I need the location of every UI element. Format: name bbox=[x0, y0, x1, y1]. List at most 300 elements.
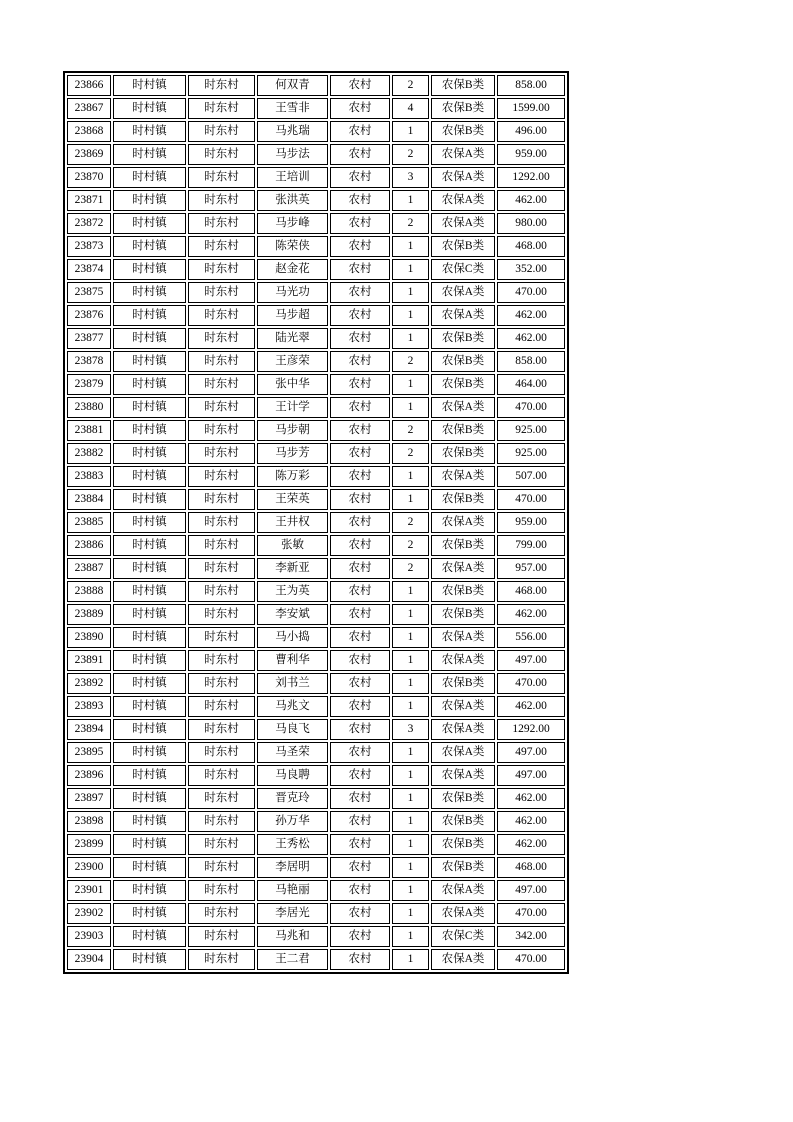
cell-residence-type: 农村 bbox=[330, 75, 390, 96]
cell-town: 时村镇 bbox=[113, 696, 186, 717]
table-row bbox=[67, 282, 565, 303]
cell-person-count: 1 bbox=[392, 121, 429, 142]
cell-serial-number: 23891 bbox=[67, 650, 111, 671]
table-row bbox=[67, 903, 565, 924]
cell-insurance-category: 农保A类 bbox=[431, 512, 495, 533]
cell-amount: 925.00 bbox=[497, 420, 565, 441]
cell-person-name: 马兆瑞 bbox=[257, 121, 328, 142]
cell-person-name: 王荣英 bbox=[257, 489, 328, 510]
cell-insurance-category: 农保A类 bbox=[431, 765, 495, 786]
cell-person-count: 4 bbox=[392, 98, 429, 119]
cell-residence-type: 农村 bbox=[330, 650, 390, 671]
cell-insurance-category: 农保B类 bbox=[431, 834, 495, 855]
cell-person-count: 1 bbox=[392, 190, 429, 211]
cell-town: 时村镇 bbox=[113, 420, 186, 441]
cell-person-name: 马步朝 bbox=[257, 420, 328, 441]
cell-insurance-category: 农保A类 bbox=[431, 167, 495, 188]
cell-serial-number: 23870 bbox=[67, 167, 111, 188]
cell-person-count: 2 bbox=[392, 420, 429, 441]
cell-person-count: 1 bbox=[392, 305, 429, 326]
cell-town: 时村镇 bbox=[113, 190, 186, 211]
cell-amount: 468.00 bbox=[497, 236, 565, 257]
cell-amount: 496.00 bbox=[497, 121, 565, 142]
cell-amount: 468.00 bbox=[497, 581, 565, 602]
table-row bbox=[67, 213, 565, 234]
cell-serial-number: 23903 bbox=[67, 926, 111, 947]
cell-serial-number: 23873 bbox=[67, 236, 111, 257]
cell-person-count: 2 bbox=[392, 535, 429, 556]
cell-serial-number: 23890 bbox=[67, 627, 111, 648]
cell-insurance-category: 农保A类 bbox=[431, 903, 495, 924]
cell-insurance-category: 农保B类 bbox=[431, 420, 495, 441]
cell-person-count: 1 bbox=[392, 650, 429, 671]
cell-amount: 925.00 bbox=[497, 443, 565, 464]
cell-person-name: 李安斌 bbox=[257, 604, 328, 625]
cell-town: 时村镇 bbox=[113, 213, 186, 234]
cell-amount: 462.00 bbox=[497, 190, 565, 211]
cell-person-count: 1 bbox=[392, 374, 429, 395]
cell-town: 时村镇 bbox=[113, 857, 186, 878]
cell-amount: 462.00 bbox=[497, 696, 565, 717]
cell-town: 时村镇 bbox=[113, 834, 186, 855]
cell-village: 时东村 bbox=[188, 581, 255, 602]
cell-serial-number: 23900 bbox=[67, 857, 111, 878]
cell-residence-type: 农村 bbox=[330, 857, 390, 878]
cell-serial-number: 23901 bbox=[67, 880, 111, 901]
cell-residence-type: 农村 bbox=[330, 581, 390, 602]
cell-town: 时村镇 bbox=[113, 167, 186, 188]
cell-person-count: 1 bbox=[392, 765, 429, 786]
cell-serial-number: 23902 bbox=[67, 903, 111, 924]
cell-person-count: 2 bbox=[392, 512, 429, 533]
cell-town: 时村镇 bbox=[113, 466, 186, 487]
cell-person-count: 1 bbox=[392, 627, 429, 648]
cell-serial-number: 23896 bbox=[67, 765, 111, 786]
cell-amount: 468.00 bbox=[497, 857, 565, 878]
cell-town: 时村镇 bbox=[113, 443, 186, 464]
cell-village: 时东村 bbox=[188, 167, 255, 188]
cell-amount: 352.00 bbox=[497, 259, 565, 280]
cell-amount: 980.00 bbox=[497, 213, 565, 234]
cell-residence-type: 农村 bbox=[330, 443, 390, 464]
cell-insurance-category: 农保B类 bbox=[431, 328, 495, 349]
cell-person-count: 2 bbox=[392, 144, 429, 165]
cell-village: 时东村 bbox=[188, 696, 255, 717]
table-row bbox=[67, 305, 565, 326]
table-row bbox=[67, 696, 565, 717]
cell-town: 时村镇 bbox=[113, 144, 186, 165]
cell-insurance-category: 农保B类 bbox=[431, 535, 495, 556]
cell-person-name: 李居明 bbox=[257, 857, 328, 878]
cell-village: 时东村 bbox=[188, 443, 255, 464]
cell-insurance-category: 农保B类 bbox=[431, 236, 495, 257]
table-row bbox=[67, 558, 565, 579]
cell-residence-type: 农村 bbox=[330, 374, 390, 395]
cell-residence-type: 农村 bbox=[330, 259, 390, 280]
cell-insurance-category: 农保B类 bbox=[431, 788, 495, 809]
table-row bbox=[67, 926, 565, 947]
cell-town: 时村镇 bbox=[113, 121, 186, 142]
cell-village: 时东村 bbox=[188, 397, 255, 418]
cell-town: 时村镇 bbox=[113, 282, 186, 303]
cell-town: 时村镇 bbox=[113, 259, 186, 280]
table-row bbox=[67, 880, 565, 901]
cell-insurance-category: 农保A类 bbox=[431, 397, 495, 418]
cell-person-count: 1 bbox=[392, 811, 429, 832]
cell-village: 时东村 bbox=[188, 351, 255, 372]
cell-amount: 957.00 bbox=[497, 558, 565, 579]
cell-town: 时村镇 bbox=[113, 512, 186, 533]
cell-village: 时东村 bbox=[188, 857, 255, 878]
cell-serial-number: 23897 bbox=[67, 788, 111, 809]
cell-amount: 470.00 bbox=[497, 949, 565, 970]
cell-person-count: 1 bbox=[392, 673, 429, 694]
table-row bbox=[67, 512, 565, 533]
cell-person-count: 2 bbox=[392, 75, 429, 96]
cell-residence-type: 农村 bbox=[330, 512, 390, 533]
cell-insurance-category: 农保B类 bbox=[431, 489, 495, 510]
table-row bbox=[67, 328, 565, 349]
cell-village: 时东村 bbox=[188, 627, 255, 648]
cell-residence-type: 农村 bbox=[330, 742, 390, 763]
cell-village: 时东村 bbox=[188, 673, 255, 694]
cell-town: 时村镇 bbox=[113, 903, 186, 924]
table-row bbox=[67, 604, 565, 625]
cell-amount: 1292.00 bbox=[497, 167, 565, 188]
cell-town: 时村镇 bbox=[113, 397, 186, 418]
cell-town: 时村镇 bbox=[113, 949, 186, 970]
cell-insurance-category: 农保B类 bbox=[431, 443, 495, 464]
cell-insurance-category: 农保A类 bbox=[431, 305, 495, 326]
cell-person-name: 马良聘 bbox=[257, 765, 328, 786]
cell-person-count: 2 bbox=[392, 443, 429, 464]
cell-village: 时东村 bbox=[188, 98, 255, 119]
cell-town: 时村镇 bbox=[113, 788, 186, 809]
cell-person-name: 王计学 bbox=[257, 397, 328, 418]
cell-village: 时东村 bbox=[188, 190, 255, 211]
cell-person-name: 曹利华 bbox=[257, 650, 328, 671]
cell-residence-type: 农村 bbox=[330, 788, 390, 809]
cell-person-name: 孙万华 bbox=[257, 811, 328, 832]
cell-residence-type: 农村 bbox=[330, 811, 390, 832]
cell-residence-type: 农村 bbox=[330, 190, 390, 211]
cell-insurance-category: 农保A类 bbox=[431, 627, 495, 648]
cell-insurance-category: 农保B类 bbox=[431, 374, 495, 395]
table-row bbox=[67, 374, 565, 395]
cell-serial-number: 23869 bbox=[67, 144, 111, 165]
cell-person-name: 马步峰 bbox=[257, 213, 328, 234]
table-row bbox=[67, 190, 565, 211]
cell-amount: 470.00 bbox=[497, 903, 565, 924]
cell-serial-number: 23904 bbox=[67, 949, 111, 970]
cell-insurance-category: 农保A类 bbox=[431, 213, 495, 234]
cell-serial-number: 23895 bbox=[67, 742, 111, 763]
table-row bbox=[67, 627, 565, 648]
cell-village: 时东村 bbox=[188, 305, 255, 326]
cell-town: 时村镇 bbox=[113, 489, 186, 510]
cell-insurance-category: 农保A类 bbox=[431, 696, 495, 717]
cell-amount: 497.00 bbox=[497, 742, 565, 763]
cell-amount: 342.00 bbox=[497, 926, 565, 947]
cell-residence-type: 农村 bbox=[330, 949, 390, 970]
cell-amount: 464.00 bbox=[497, 374, 565, 395]
cell-person-name: 赵金花 bbox=[257, 259, 328, 280]
cell-person-name: 王彦荣 bbox=[257, 351, 328, 372]
cell-person-name: 王雪非 bbox=[257, 98, 328, 119]
cell-person-name: 马步法 bbox=[257, 144, 328, 165]
cell-person-name: 张中华 bbox=[257, 374, 328, 395]
cell-serial-number: 23876 bbox=[67, 305, 111, 326]
cell-serial-number: 23875 bbox=[67, 282, 111, 303]
cell-insurance-category: 农保B类 bbox=[431, 351, 495, 372]
cell-amount: 462.00 bbox=[497, 328, 565, 349]
cell-residence-type: 农村 bbox=[330, 765, 390, 786]
cell-person-name: 王为英 bbox=[257, 581, 328, 602]
table-row bbox=[67, 351, 565, 372]
cell-serial-number: 23888 bbox=[67, 581, 111, 602]
cell-village: 时东村 bbox=[188, 489, 255, 510]
cell-insurance-category: 农保C类 bbox=[431, 259, 495, 280]
cell-insurance-category: 农保B类 bbox=[431, 857, 495, 878]
cell-village: 时东村 bbox=[188, 903, 255, 924]
cell-town: 时村镇 bbox=[113, 98, 186, 119]
cell-village: 时东村 bbox=[188, 420, 255, 441]
cell-serial-number: 23883 bbox=[67, 466, 111, 487]
cell-amount: 497.00 bbox=[497, 765, 565, 786]
cell-town: 时村镇 bbox=[113, 880, 186, 901]
cell-residence-type: 农村 bbox=[330, 880, 390, 901]
cell-person-name: 王秀松 bbox=[257, 834, 328, 855]
cell-person-name: 何双青 bbox=[257, 75, 328, 96]
cell-amount: 959.00 bbox=[497, 144, 565, 165]
cell-village: 时东村 bbox=[188, 719, 255, 740]
table-row bbox=[67, 788, 565, 809]
cell-residence-type: 农村 bbox=[330, 558, 390, 579]
cell-person-count: 1 bbox=[392, 604, 429, 625]
cell-insurance-category: 农保B类 bbox=[431, 75, 495, 96]
cell-serial-number: 23874 bbox=[67, 259, 111, 280]
cell-insurance-category: 农保B类 bbox=[431, 673, 495, 694]
cell-person-count: 3 bbox=[392, 719, 429, 740]
records-table bbox=[63, 71, 569, 974]
cell-serial-number: 23882 bbox=[67, 443, 111, 464]
cell-person-name: 马兆文 bbox=[257, 696, 328, 717]
cell-serial-number: 23879 bbox=[67, 374, 111, 395]
cell-village: 时东村 bbox=[188, 213, 255, 234]
cell-residence-type: 农村 bbox=[330, 604, 390, 625]
cell-amount: 1599.00 bbox=[497, 98, 565, 119]
cell-amount: 507.00 bbox=[497, 466, 565, 487]
table-row bbox=[67, 466, 565, 487]
cell-amount: 1292.00 bbox=[497, 719, 565, 740]
cell-village: 时东村 bbox=[188, 121, 255, 142]
cell-person-count: 1 bbox=[392, 236, 429, 257]
cell-residence-type: 农村 bbox=[330, 696, 390, 717]
table-row bbox=[67, 650, 565, 671]
cell-amount: 462.00 bbox=[497, 305, 565, 326]
cell-insurance-category: 农保A类 bbox=[431, 742, 495, 763]
cell-amount: 462.00 bbox=[497, 811, 565, 832]
cell-serial-number: 23871 bbox=[67, 190, 111, 211]
table-row bbox=[67, 443, 565, 464]
cell-town: 时村镇 bbox=[113, 673, 186, 694]
cell-residence-type: 农村 bbox=[330, 420, 390, 441]
cell-person-count: 1 bbox=[392, 949, 429, 970]
cell-person-count: 1 bbox=[392, 397, 429, 418]
cell-person-name: 刘书兰 bbox=[257, 673, 328, 694]
cell-insurance-category: 农保B类 bbox=[431, 121, 495, 142]
cell-person-count: 1 bbox=[392, 696, 429, 717]
cell-serial-number: 23877 bbox=[67, 328, 111, 349]
cell-person-count: 1 bbox=[392, 282, 429, 303]
cell-person-count: 1 bbox=[392, 259, 429, 280]
cell-person-name: 陈万彩 bbox=[257, 466, 328, 487]
cell-person-count: 2 bbox=[392, 213, 429, 234]
cell-person-count: 1 bbox=[392, 926, 429, 947]
cell-person-count: 2 bbox=[392, 351, 429, 372]
cell-insurance-category: 农保B类 bbox=[431, 604, 495, 625]
cell-residence-type: 农村 bbox=[330, 926, 390, 947]
cell-insurance-category: 农保B类 bbox=[431, 581, 495, 602]
table-row bbox=[67, 98, 565, 119]
cell-village: 时东村 bbox=[188, 282, 255, 303]
cell-town: 时村镇 bbox=[113, 604, 186, 625]
cell-insurance-category: 农保B类 bbox=[431, 98, 495, 119]
cell-person-name: 李居光 bbox=[257, 903, 328, 924]
cell-town: 时村镇 bbox=[113, 374, 186, 395]
cell-serial-number: 23878 bbox=[67, 351, 111, 372]
cell-residence-type: 农村 bbox=[330, 282, 390, 303]
cell-residence-type: 农村 bbox=[330, 121, 390, 142]
cell-amount: 858.00 bbox=[497, 75, 565, 96]
cell-person-name: 马光功 bbox=[257, 282, 328, 303]
cell-amount: 799.00 bbox=[497, 535, 565, 556]
cell-insurance-category: 农保A类 bbox=[431, 190, 495, 211]
cell-village: 时东村 bbox=[188, 512, 255, 533]
table-row bbox=[67, 581, 565, 602]
cell-person-count: 1 bbox=[392, 581, 429, 602]
cell-residence-type: 农村 bbox=[330, 397, 390, 418]
cell-town: 时村镇 bbox=[113, 627, 186, 648]
cell-serial-number: 23893 bbox=[67, 696, 111, 717]
cell-insurance-category: 农保A类 bbox=[431, 466, 495, 487]
cell-village: 时东村 bbox=[188, 788, 255, 809]
cell-person-count: 1 bbox=[392, 328, 429, 349]
cell-town: 时村镇 bbox=[113, 742, 186, 763]
cell-person-name: 王井权 bbox=[257, 512, 328, 533]
cell-amount: 497.00 bbox=[497, 880, 565, 901]
cell-amount: 556.00 bbox=[497, 627, 565, 648]
cell-village: 时东村 bbox=[188, 236, 255, 257]
table-row bbox=[67, 489, 565, 510]
table-row bbox=[67, 857, 565, 878]
table-row bbox=[67, 420, 565, 441]
cell-town: 时村镇 bbox=[113, 75, 186, 96]
table-body bbox=[67, 75, 565, 970]
cell-town: 时村镇 bbox=[113, 765, 186, 786]
cell-village: 时东村 bbox=[188, 558, 255, 579]
cell-town: 时村镇 bbox=[113, 558, 186, 579]
cell-person-name: 马圣荣 bbox=[257, 742, 328, 763]
cell-person-name: 张敏 bbox=[257, 535, 328, 556]
cell-person-name: 王二君 bbox=[257, 949, 328, 970]
cell-serial-number: 23892 bbox=[67, 673, 111, 694]
cell-village: 时东村 bbox=[188, 926, 255, 947]
cell-person-name: 马良飞 bbox=[257, 719, 328, 740]
cell-village: 时东村 bbox=[188, 604, 255, 625]
cell-village: 时东村 bbox=[188, 328, 255, 349]
cell-town: 时村镇 bbox=[113, 535, 186, 556]
cell-serial-number: 23894 bbox=[67, 719, 111, 740]
cell-amount: 470.00 bbox=[497, 489, 565, 510]
cell-residence-type: 农村 bbox=[330, 489, 390, 510]
cell-amount: 959.00 bbox=[497, 512, 565, 533]
table-row bbox=[67, 259, 565, 280]
cell-residence-type: 农村 bbox=[330, 236, 390, 257]
table-row bbox=[67, 236, 565, 257]
cell-residence-type: 农村 bbox=[330, 627, 390, 648]
cell-person-name: 马艳丽 bbox=[257, 880, 328, 901]
cell-serial-number: 23887 bbox=[67, 558, 111, 579]
cell-insurance-category: 农保A类 bbox=[431, 144, 495, 165]
cell-village: 时东村 bbox=[188, 259, 255, 280]
cell-village: 时东村 bbox=[188, 535, 255, 556]
cell-residence-type: 农村 bbox=[330, 305, 390, 326]
cell-town: 时村镇 bbox=[113, 305, 186, 326]
cell-residence-type: 农村 bbox=[330, 98, 390, 119]
cell-insurance-category: 农保B类 bbox=[431, 811, 495, 832]
cell-serial-number: 23880 bbox=[67, 397, 111, 418]
cell-town: 时村镇 bbox=[113, 351, 186, 372]
cell-village: 时东村 bbox=[188, 949, 255, 970]
table-row bbox=[67, 719, 565, 740]
cell-residence-type: 农村 bbox=[330, 213, 390, 234]
table-row bbox=[67, 673, 565, 694]
cell-person-name: 马兆和 bbox=[257, 926, 328, 947]
cell-serial-number: 23872 bbox=[67, 213, 111, 234]
cell-serial-number: 23886 bbox=[67, 535, 111, 556]
cell-person-name: 王培训 bbox=[257, 167, 328, 188]
table-row bbox=[67, 75, 565, 96]
cell-serial-number: 23899 bbox=[67, 834, 111, 855]
cell-amount: 470.00 bbox=[497, 673, 565, 694]
cell-insurance-category: 农保C类 bbox=[431, 926, 495, 947]
cell-town: 时村镇 bbox=[113, 650, 186, 671]
cell-village: 时东村 bbox=[188, 75, 255, 96]
cell-amount: 462.00 bbox=[497, 788, 565, 809]
cell-serial-number: 23881 bbox=[67, 420, 111, 441]
cell-insurance-category: 农保A类 bbox=[431, 719, 495, 740]
cell-amount: 858.00 bbox=[497, 351, 565, 372]
table-row bbox=[67, 742, 565, 763]
cell-insurance-category: 农保A类 bbox=[431, 558, 495, 579]
table-row bbox=[67, 834, 565, 855]
cell-person-count: 2 bbox=[392, 558, 429, 579]
cell-person-name: 张洪英 bbox=[257, 190, 328, 211]
cell-residence-type: 农村 bbox=[330, 351, 390, 372]
cell-insurance-category: 农保A类 bbox=[431, 650, 495, 671]
cell-person-count: 1 bbox=[392, 834, 429, 855]
cell-person-count: 1 bbox=[392, 903, 429, 924]
table-row bbox=[67, 535, 565, 556]
cell-village: 时东村 bbox=[188, 466, 255, 487]
cell-person-name: 陈荣侠 bbox=[257, 236, 328, 257]
cell-town: 时村镇 bbox=[113, 236, 186, 257]
cell-person-name: 马步芳 bbox=[257, 443, 328, 464]
cell-residence-type: 农村 bbox=[330, 834, 390, 855]
cell-residence-type: 农村 bbox=[330, 466, 390, 487]
table-row bbox=[67, 949, 565, 970]
